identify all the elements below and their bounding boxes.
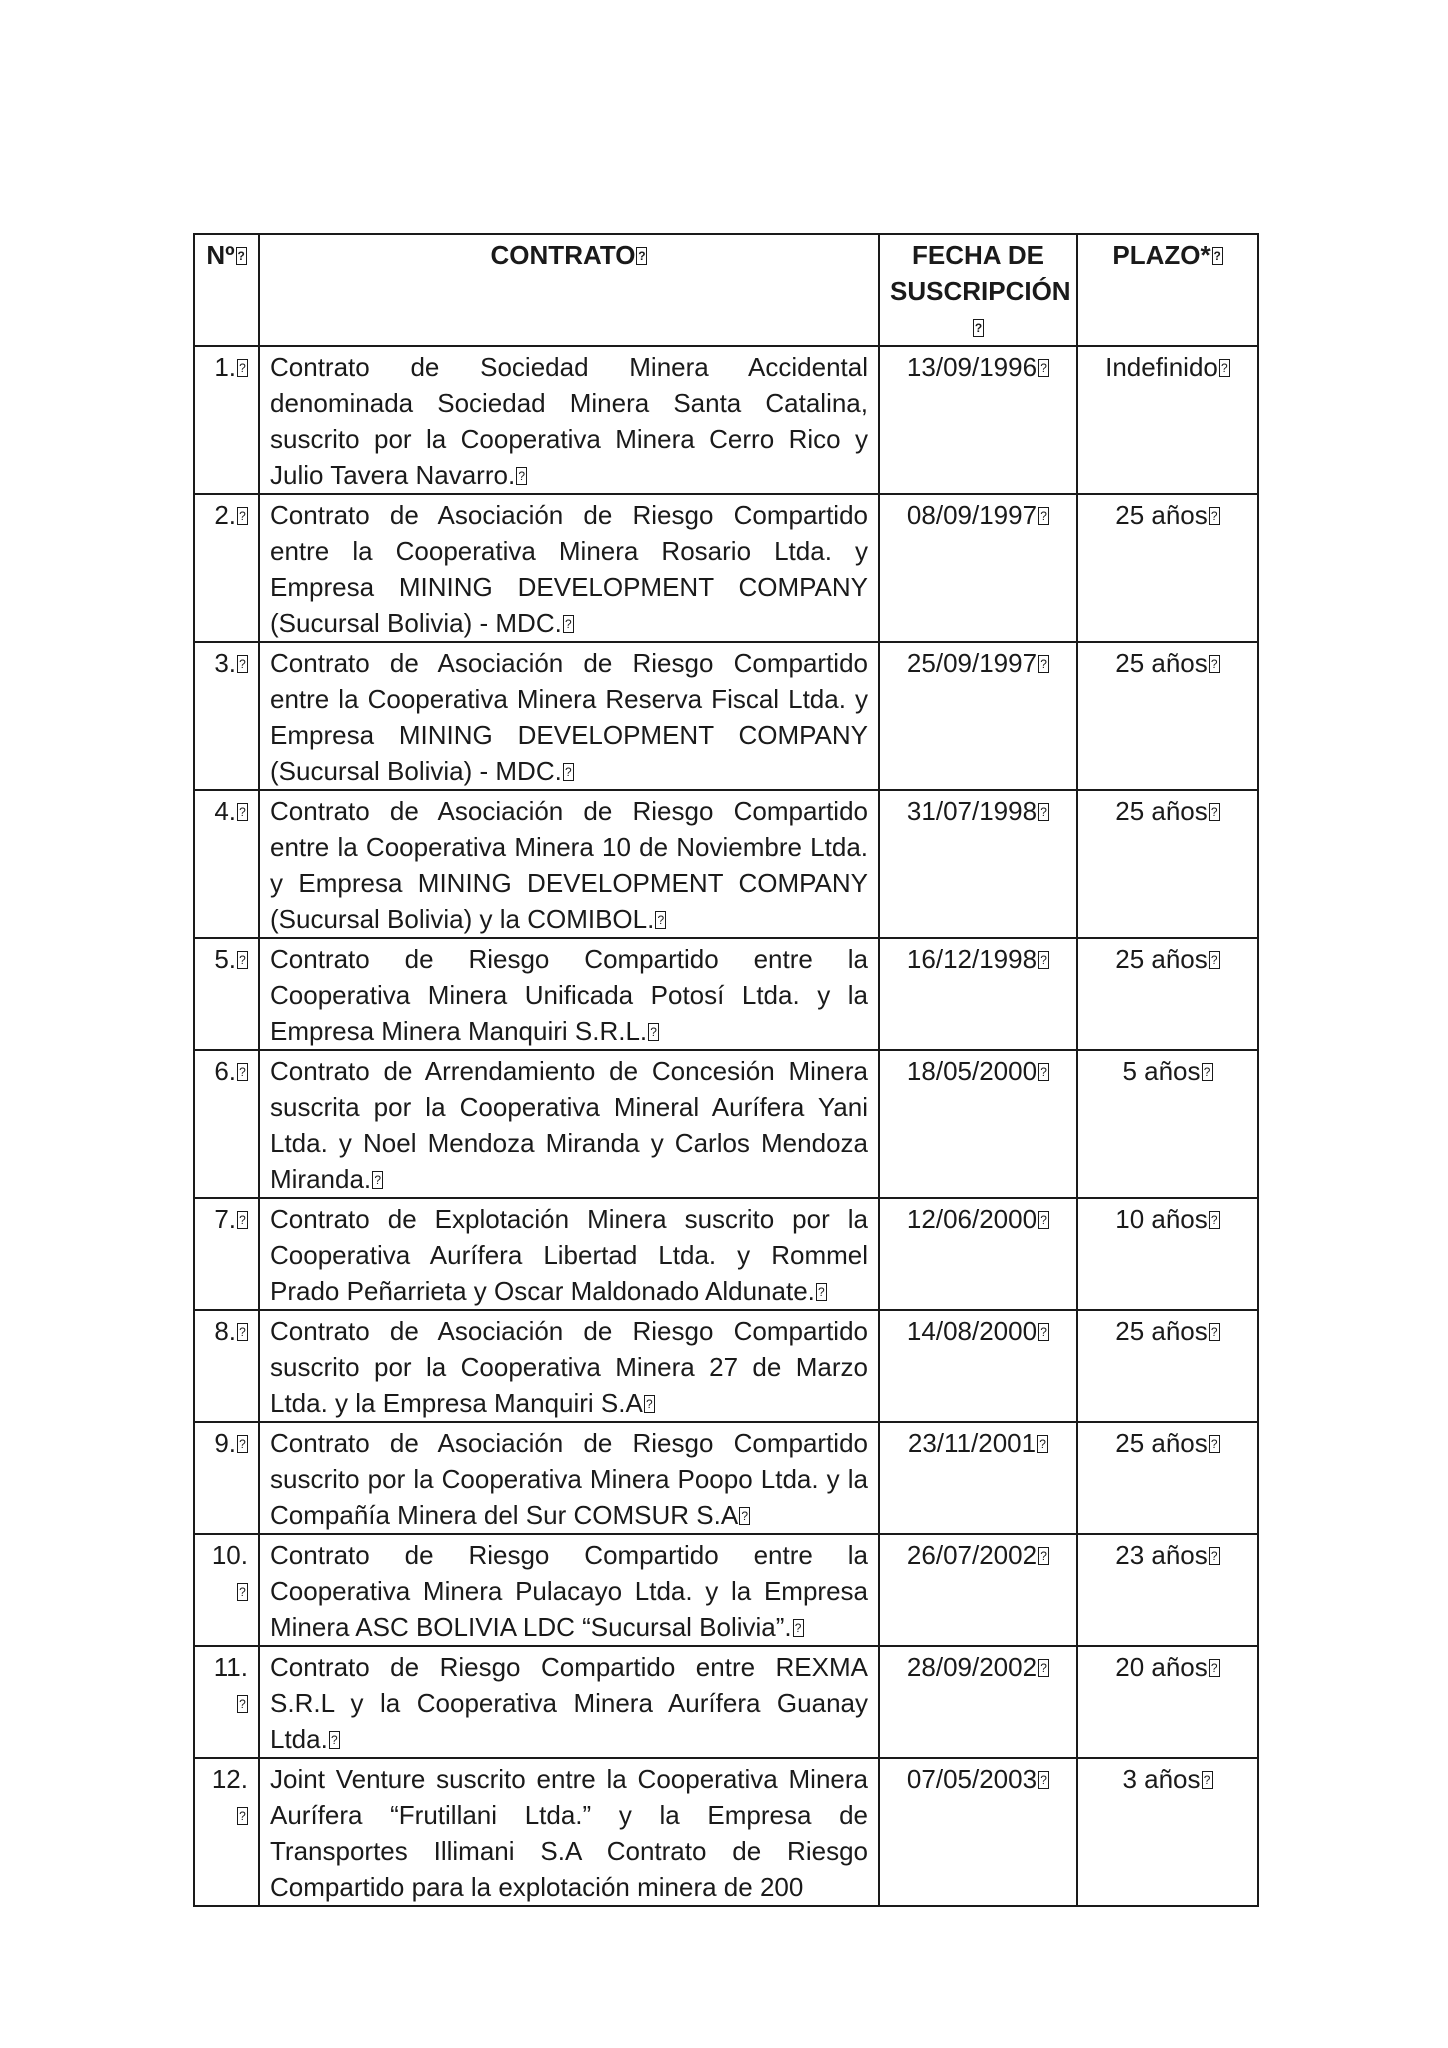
missing-glyph-icon	[1038, 1211, 1049, 1229]
missing-glyph-icon	[237, 1807, 248, 1825]
missing-glyph-icon	[237, 951, 248, 969]
row-contract: Contrato de Asociación de Riesgo Compartido suscrito por la Cooperativa Minera Poopo Ltda. y la Compañía Minera del Sur COMSUR S.A?	[259, 1422, 879, 1534]
missing-glyph-icon	[793, 1619, 804, 1637]
missing-glyph-icon	[1038, 655, 1049, 673]
missing-glyph-icon	[1209, 655, 1220, 673]
row-number: 4.?	[194, 790, 259, 938]
missing-glyph-icon	[648, 1023, 659, 1041]
row-contract: Contrato de Explotación Minera suscrito por la Cooperativa Aurífera Libertad Ltda. y Rommel Prado Peñarrieta y Oscar Maldonado Aldunate.?	[259, 1198, 879, 1310]
row-term: Indefinido?	[1077, 346, 1258, 494]
header-date: FECHA DE SUSCRIPCIÓN?	[879, 234, 1077, 346]
missing-glyph-icon	[1038, 1063, 1049, 1081]
missing-glyph-icon	[1209, 1323, 1220, 1341]
missing-glyph-icon	[1038, 1659, 1049, 1677]
missing-glyph-icon	[973, 319, 984, 337]
row-date: 26/07/2002?	[879, 1534, 1077, 1646]
missing-glyph-icon	[563, 615, 574, 633]
row-number: 2.?	[194, 494, 259, 642]
table-row	[194, 1198, 1258, 1310]
row-date: 28/09/2002?	[879, 1646, 1077, 1758]
table-header	[194, 234, 1258, 346]
missing-glyph-icon	[237, 1063, 248, 1081]
row-term: 5 años?	[1077, 1050, 1258, 1198]
row-contract: Contrato de Asociación de Riesgo Compartido entre la Cooperativa Minera Rosario Ltda. y Empresa MINING DEVELOPMENT COMPANY (Sucursal Bolivia) - MDC.?	[259, 494, 879, 642]
missing-glyph-icon	[1209, 1659, 1220, 1677]
row-term: 10 años?	[1077, 1198, 1258, 1310]
header-row	[194, 234, 1258, 346]
missing-glyph-icon	[372, 1171, 383, 1189]
row-term: 25 años?	[1077, 1310, 1258, 1422]
missing-glyph-icon	[1209, 1211, 1220, 1229]
table-row	[194, 1310, 1258, 1422]
missing-glyph-icon	[237, 1323, 248, 1341]
missing-glyph-icon	[1037, 1435, 1048, 1453]
row-contract: Contrato de Asociación de Riesgo Compartido suscrito por la Cooperativa Minera 27 de Marzo Ltda. y la Empresa Manquiri S.A?	[259, 1310, 879, 1422]
row-term: 25 años?	[1077, 1422, 1258, 1534]
table-row	[194, 1422, 1258, 1534]
row-contract: Contrato de Riesgo Compartido entre la Cooperativa Minera Pulacayo Ltda. y la Empresa Minera ASC BOLIVIA LDC “Sucursal Bolivia”.?	[259, 1534, 879, 1646]
contracts-table	[193, 233, 1259, 1907]
row-term: 25 años?	[1077, 494, 1258, 642]
missing-glyph-icon	[237, 507, 248, 525]
row-date: 25/09/1997?	[879, 642, 1077, 790]
row-date: 12/06/2000?	[879, 1198, 1077, 1310]
row-number: 9.?	[194, 1422, 259, 1534]
row-term: 25 años?	[1077, 938, 1258, 1050]
missing-glyph-icon	[655, 911, 666, 929]
missing-glyph-icon	[1209, 507, 1220, 525]
missing-glyph-icon	[1038, 1323, 1049, 1341]
missing-glyph-icon	[1038, 803, 1049, 821]
row-number: 11.?	[194, 1646, 259, 1758]
missing-glyph-icon	[739, 1507, 750, 1525]
missing-glyph-icon	[1209, 1435, 1220, 1453]
table-body	[194, 346, 1258, 1906]
row-date: 31/07/1998?	[879, 790, 1077, 938]
missing-glyph-icon	[1038, 1771, 1049, 1789]
missing-glyph-icon	[1202, 1771, 1213, 1789]
header-term: PLAZO*?	[1077, 234, 1258, 346]
row-contract: Contrato de Riesgo Compartido entre la Cooperativa Minera Unificada Potosí Ltda. y la Empresa Minera Manquiri S.R.L.?	[259, 938, 879, 1050]
missing-glyph-icon	[237, 1435, 248, 1453]
missing-glyph-icon	[1038, 507, 1049, 525]
missing-glyph-icon	[1038, 1547, 1049, 1565]
row-contract: Contrato de Asociación de Riesgo Compartido entre la Cooperativa Minera 10 de Noviembre Ltda. y Empresa MINING DEVELOPMENT COMPANY (Sucursal Bolivia) y la COMIBOL.?	[259, 790, 879, 938]
missing-glyph-icon	[1209, 951, 1220, 969]
row-date: 08/09/1997?	[879, 494, 1077, 642]
table-row	[194, 938, 1258, 1050]
row-date: 07/05/2003?	[879, 1758, 1077, 1906]
header-contract: CONTRATO?	[259, 234, 879, 346]
row-term: 25 años?	[1077, 790, 1258, 938]
missing-glyph-icon	[1202, 1063, 1213, 1081]
table-row	[194, 790, 1258, 938]
missing-glyph-icon	[636, 247, 647, 265]
table-row	[194, 1758, 1258, 1906]
table-row	[194, 1646, 1258, 1758]
row-date: 16/12/1998?	[879, 938, 1077, 1050]
row-number: 5.?	[194, 938, 259, 1050]
row-date: 18/05/2000?	[879, 1050, 1077, 1198]
table-row	[194, 1050, 1258, 1198]
missing-glyph-icon	[237, 1695, 248, 1713]
missing-glyph-icon	[237, 803, 248, 821]
missing-glyph-icon	[1038, 359, 1049, 377]
row-date: 23/11/2001?	[879, 1422, 1077, 1534]
missing-glyph-icon	[1209, 1547, 1220, 1565]
missing-glyph-icon	[329, 1731, 340, 1749]
table-row	[194, 642, 1258, 790]
row-date: 13/09/1996?	[879, 346, 1077, 494]
row-term: 25 años?	[1077, 642, 1258, 790]
row-contract: Contrato de Sociedad Minera Accidental denominada Sociedad Minera Santa Catalina, suscrito por la Cooperativa Minera Cerro Rico y Julio Tavera Navarro.?	[259, 346, 879, 494]
missing-glyph-icon	[816, 1283, 827, 1301]
row-number: 3.?	[194, 642, 259, 790]
row-number: 10.?	[194, 1534, 259, 1646]
missing-glyph-icon	[1219, 359, 1230, 377]
table-row	[194, 494, 1258, 642]
row-contract: Contrato de Arrendamiento de Concesión Minera suscrita por la Cooperativa Mineral Aurífera Yani Ltda. y Noel Mendoza Miranda y Carlos Mendoza Miranda.?	[259, 1050, 879, 1198]
missing-glyph-icon	[563, 763, 574, 781]
missing-glyph-icon	[237, 1583, 248, 1601]
row-number: 6.?	[194, 1050, 259, 1198]
table-row	[194, 1534, 1258, 1646]
row-number: 12.?	[194, 1758, 259, 1906]
row-number: 7.?	[194, 1198, 259, 1310]
missing-glyph-icon	[516, 467, 527, 485]
row-term: 3 años?	[1077, 1758, 1258, 1906]
missing-glyph-icon	[236, 247, 247, 265]
row-date: 14/08/2000?	[879, 1310, 1077, 1422]
row-term: 23 años?	[1077, 1534, 1258, 1646]
header-num: Nº?	[194, 234, 259, 346]
missing-glyph-icon	[1038, 951, 1049, 969]
row-term: 20 años?	[1077, 1646, 1258, 1758]
missing-glyph-icon	[237, 359, 248, 377]
missing-glyph-icon	[1209, 803, 1220, 821]
missing-glyph-icon	[237, 1211, 248, 1229]
missing-glyph-icon	[644, 1395, 655, 1413]
row-contract: Contrato de Riesgo Compartido entre REXMA S.R.L y la Cooperativa Minera Aurífera Guanay Ltda.?	[259, 1646, 879, 1758]
row-contract: Contrato de Asociación de Riesgo Compartido entre la Cooperativa Minera Reserva Fiscal Ltda. y Empresa MINING DEVELOPMENT COMPANY (Sucursal Bolivia) - MDC.?	[259, 642, 879, 790]
table-row	[194, 346, 1258, 494]
missing-glyph-icon	[237, 655, 248, 673]
row-number: 8.?	[194, 1310, 259, 1422]
missing-glyph-icon	[1212, 247, 1223, 265]
row-number: 1.?	[194, 346, 259, 494]
row-contract: Joint Venture suscrito entre la Cooperativa Minera Aurífera “Frutillani Ltda.” y la Empresa de Transportes Illimani S.A Contrato de Riesgo Compartido para la explotación minera de 200	[259, 1758, 879, 1906]
